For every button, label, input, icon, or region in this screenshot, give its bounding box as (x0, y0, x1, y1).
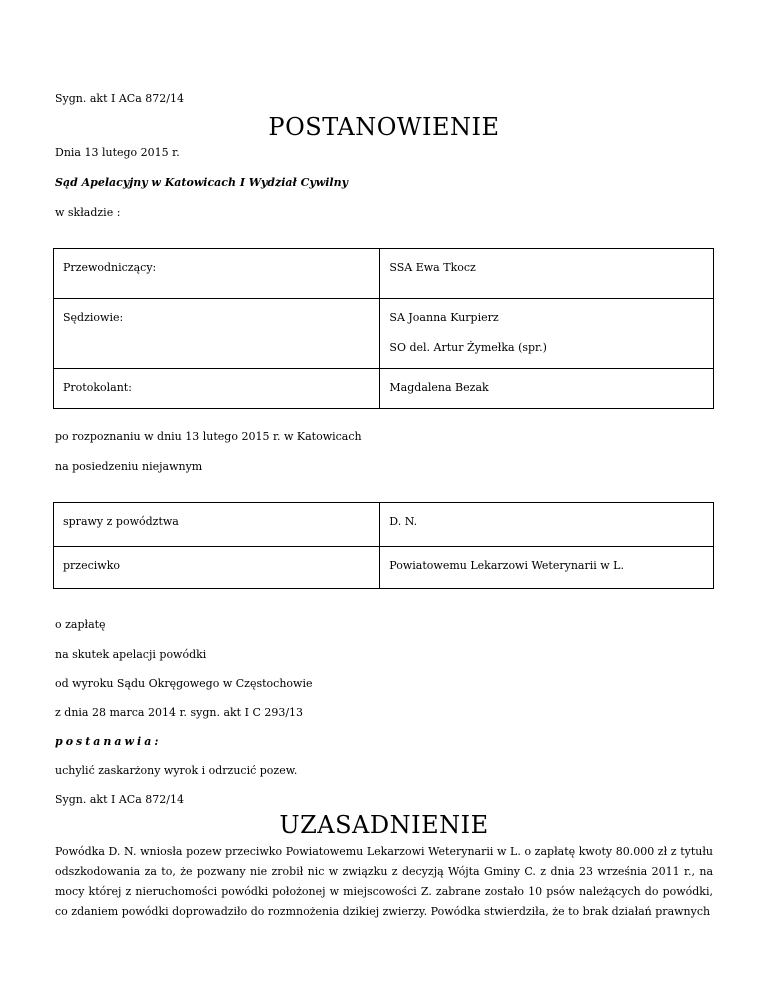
composition-intro: w składzie : (55, 206, 121, 219)
presiding-label: Przewodniczący: (63, 261, 157, 274)
panel-table (53, 248, 714, 409)
decision-word: postanawia: (55, 735, 162, 748)
justification-body: Powódka D. N. wniosła pozew przeciwko Powiatowemu Lekarzowi Weterynarii w L. o zapłatę kwoty 80.000 zł z tytułu odszkodowania za to, że pozwany nie zrobił nic w związku z decyzją Wójta Gminy C. z dnia 23 września 2011 r., na mocy której z nieruchomości powódki położonej w miejscowości Z. zabrane zostało 10 psów należących do powódki, co zdaniem powódki doprowadziło do rozmnożenia dzikiej zwierzy. Powódka stwierdziła, że to brak działań prawnych (55, 845, 713, 918)
clerk-value: Magdalena Bezak (389, 381, 489, 394)
plaintiff-label: sprawy z powództwa (63, 515, 179, 528)
case-signature-justification: Sygn. akt I ACa 872/14 (55, 793, 184, 806)
judge-1: SA Joanna Kurpierz (389, 311, 499, 324)
parties-table (53, 502, 714, 589)
judge-2: SO del. Artur Żymełka (spr.) (389, 341, 547, 354)
parties-row-defendant (54, 547, 714, 589)
judgment-line: od wyroku Sądu Okręgowego w Częstochowie (55, 677, 313, 690)
court-name: Sąd Apelacyjny w Katowicach I Wydział Cywilny (55, 176, 348, 189)
panel-row-judges (54, 299, 714, 369)
judgment-date-line: z dnia 28 marca 2014 r. sygn. akt I C 293/13 (55, 706, 304, 719)
date-line: Dnia 13 lutego 2015 r. (55, 146, 180, 159)
panel-row-clerk (54, 369, 714, 409)
presiding-value: SSA Ewa Tkocz (389, 261, 476, 274)
plaintiff-value: D. N. (389, 515, 418, 528)
hearing-line-2: na posiedzeniu niejawnym (55, 460, 203, 473)
case-subject: o zapłatę (55, 618, 106, 631)
judges-label: Sędziowie: (63, 311, 124, 324)
defendant-label: przeciwko (63, 559, 120, 572)
defendant-value: Powiatowemu Lekarzowi Weterynarii w L. (389, 559, 624, 572)
clerk-label: Protokolant: (63, 381, 132, 394)
document-title: POSTANOWIENIE (268, 113, 500, 141)
hearing-line-1: po rozpoznaniu w dniu 13 lutego 2015 r. w Katowicach (55, 430, 362, 443)
case-signature-top: Sygn. akt I ACa 872/14 (55, 92, 184, 105)
parties-row-plaintiff (54, 503, 714, 547)
appeal-line: na skutek apelacji powódki (55, 648, 207, 661)
ruling-line: uchylić zaskarżony wyrok i odrzucić pozew. (55, 764, 298, 777)
panel-row-presiding (54, 249, 714, 299)
justification-title: UZASADNIENIE (279, 811, 489, 839)
